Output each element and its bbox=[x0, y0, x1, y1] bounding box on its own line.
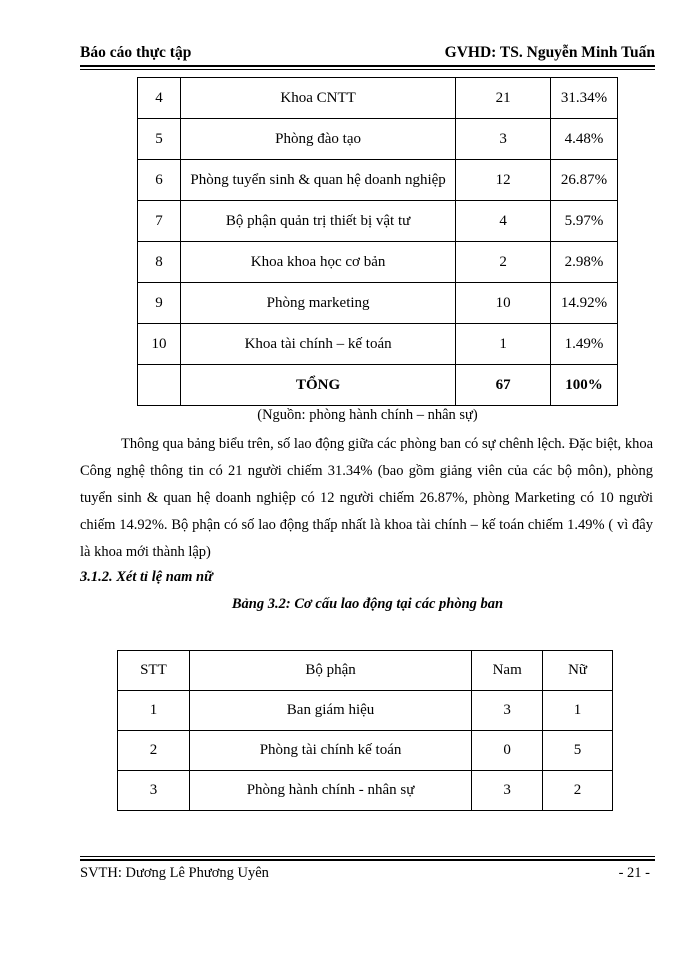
value-cell: 3 bbox=[456, 119, 551, 160]
stt-cell: 4 bbox=[138, 78, 181, 119]
table-row bbox=[138, 324, 618, 365]
value-cell: 2 bbox=[456, 242, 551, 283]
table-row bbox=[138, 283, 618, 324]
value-cell: 12 bbox=[456, 160, 551, 201]
department-cell: Bộ phận bbox=[189, 651, 471, 691]
value-cell: Nam bbox=[472, 651, 543, 691]
department-cell: TỔNG bbox=[180, 365, 455, 406]
header-rule-thick bbox=[80, 65, 655, 67]
value-cell: 1 bbox=[456, 324, 551, 365]
value-cell-2: 100% bbox=[551, 365, 618, 406]
value-cell: 3 bbox=[472, 691, 543, 731]
stt-cell: 8 bbox=[138, 242, 181, 283]
department-cell: Phòng tuyển sinh & quan hệ doanh nghiệp bbox=[180, 160, 455, 201]
value-cell-2: 1.49% bbox=[551, 324, 618, 365]
stt-cell bbox=[138, 365, 181, 406]
stt-cell: 5 bbox=[138, 119, 181, 160]
stt-cell: 9 bbox=[138, 283, 181, 324]
table-row bbox=[138, 201, 618, 242]
department-cell: Khoa khoa học cơ bản bbox=[180, 242, 455, 283]
value-cell-2: 5 bbox=[543, 731, 613, 771]
gender-ratio-table bbox=[117, 650, 613, 811]
department-cell: Ban giám hiệu bbox=[189, 691, 471, 731]
stt-cell: 10 bbox=[138, 324, 181, 365]
header-right: GVHD: TS. Nguyễn Minh Tuấn bbox=[444, 44, 655, 61]
value-cell: 0 bbox=[472, 731, 543, 771]
stt-cell: 2 bbox=[118, 731, 190, 771]
table-row bbox=[138, 242, 618, 283]
table2-caption: Bảng 3.2: Cơ cấu lao động tại các phòng ban bbox=[231, 596, 504, 612]
stt-cell: 7 bbox=[138, 201, 181, 242]
total-row bbox=[138, 365, 618, 406]
value-cell-2: 14.92% bbox=[551, 283, 618, 324]
stt-cell: 3 bbox=[118, 771, 190, 811]
table-row bbox=[118, 731, 613, 771]
value-cell-2: 5.97% bbox=[551, 201, 618, 242]
value-cell-2: 2 bbox=[543, 771, 613, 811]
department-cell: Phòng tài chính kế toán bbox=[189, 731, 471, 771]
section-heading: 3.1.2. Xét tỉ lệ nam nữ bbox=[80, 569, 213, 585]
value-cell: 3 bbox=[472, 771, 543, 811]
page-number: - 21 - bbox=[618, 865, 650, 881]
value-cell: 67 bbox=[456, 365, 551, 406]
value-cell: 10 bbox=[456, 283, 551, 324]
stt-cell: STT bbox=[118, 651, 190, 691]
table-row bbox=[118, 691, 613, 731]
value-cell-2: 26.87% bbox=[551, 160, 618, 201]
footer-rule-thin bbox=[80, 856, 655, 857]
table-row bbox=[138, 119, 618, 160]
source-note: (Nguồn: phòng hành chính – nhân sự) bbox=[257, 407, 478, 423]
table-row bbox=[138, 160, 618, 201]
value-cell-2: 4.48% bbox=[551, 119, 618, 160]
table-row bbox=[118, 771, 613, 811]
header-row bbox=[118, 651, 613, 691]
department-cell: Khoa tài chính – kế toán bbox=[180, 324, 455, 365]
header-left: Báo cáo thực tập bbox=[80, 44, 192, 61]
value-cell-2: 2.98% bbox=[551, 242, 618, 283]
stt-cell: 6 bbox=[138, 160, 181, 201]
analysis-paragraph: Thông qua bảng biểu trên, số lao động giữa các phòng ban có sự chênh lệch. Đặc biệt, khoa Công nghệ thông tin có 21 người chiếm 31.34% (bao gồm giảng viên của các bộ môn), phòng tuyển sinh & quan hệ doanh nghiệp có 12 người chiếm 26.87%, phòng Marketing có 10 người chiếm 14.92%. Bộ phận có số lao động thấp nhất là khoa tài chính – kế toán chiếm 1.49% ( vì đây là khoa mới thành lập) bbox=[80, 436, 653, 560]
table-row bbox=[138, 78, 618, 119]
stt-cell: 1 bbox=[118, 691, 190, 731]
value-cell: 4 bbox=[456, 201, 551, 242]
footer-rule-thick bbox=[80, 859, 655, 861]
department-cell: Bộ phận quản trị thiết bị vật tư bbox=[180, 201, 455, 242]
department-cell: Khoa CNTT bbox=[180, 78, 455, 119]
value-cell: 21 bbox=[456, 78, 551, 119]
footer-left: SVTH: Dương Lê Phương Uyên bbox=[80, 865, 269, 881]
department-cell: Phòng đào tạo bbox=[180, 119, 455, 160]
department-cell: Phòng hành chính - nhân sự bbox=[189, 771, 471, 811]
value-cell-2: Nữ bbox=[543, 651, 613, 691]
department-cell: Phòng marketing bbox=[180, 283, 455, 324]
staff-distribution-table bbox=[137, 77, 618, 406]
value-cell-2: 1 bbox=[543, 691, 613, 731]
header-rule-thin bbox=[80, 69, 655, 70]
value-cell-2: 31.34% bbox=[551, 78, 618, 119]
